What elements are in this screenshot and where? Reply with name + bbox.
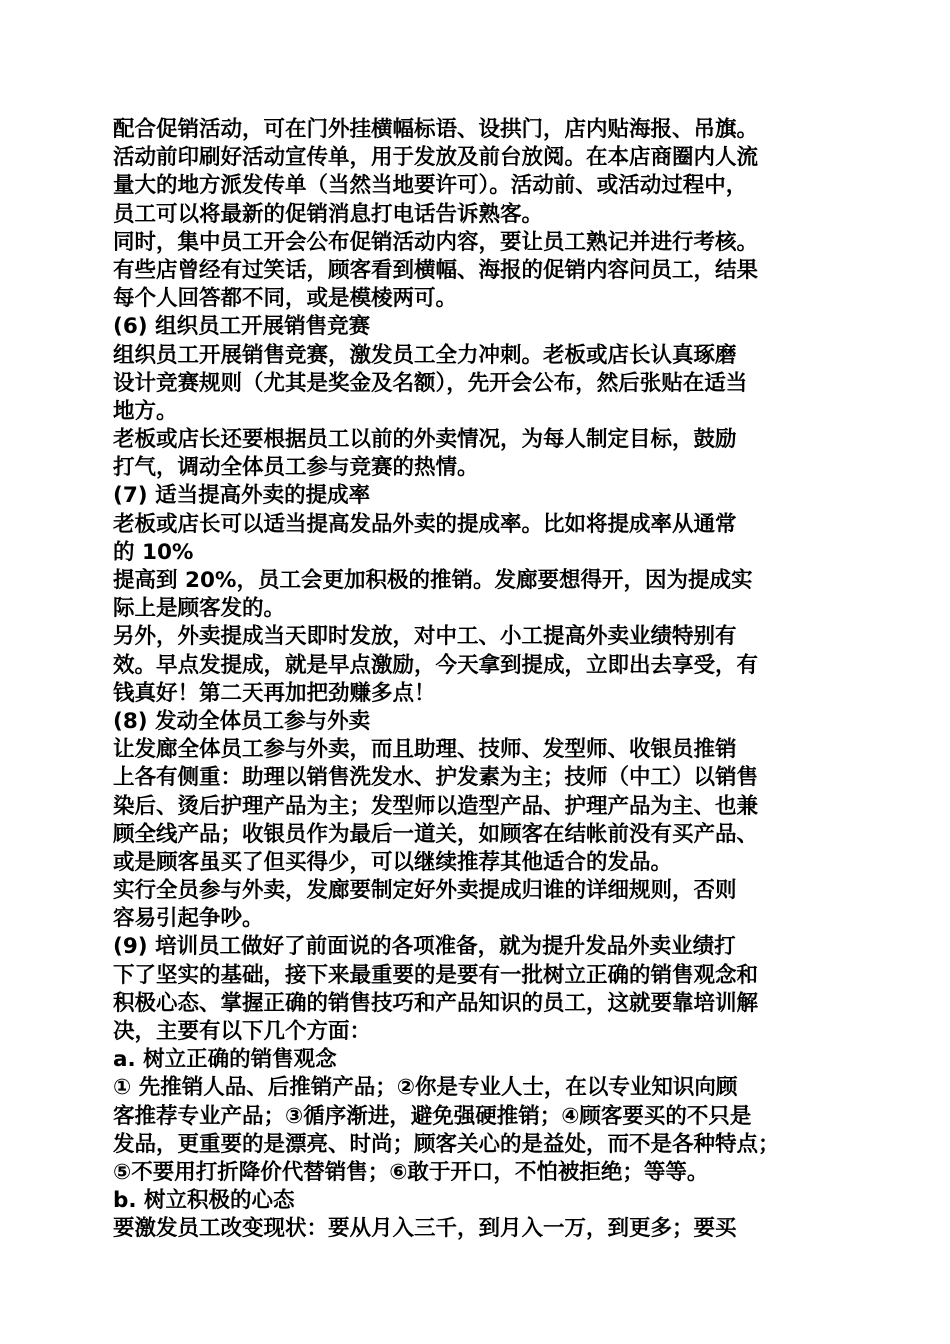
subsection-heading-b: b. 树立积极的心态 bbox=[113, 1188, 295, 1214]
text-line: ① 先推销人品、后推销产品；②你是专业人士，在以专业知识向顾 bbox=[113, 1075, 738, 1101]
text-line: 积极心态、掌握正确的销售技巧和产品知识的员工，这就要靠培训解 bbox=[113, 990, 759, 1016]
text-line: 的 10% bbox=[113, 539, 194, 565]
text-line: 染后、烫后护理产品为主；发型师以造型产品、护理产品为主、也兼 bbox=[113, 793, 759, 819]
text-line: 量大的地方派发传单（当然当地要许可）。活动前、或活动过程中， bbox=[113, 173, 748, 199]
text-line: 设计竞赛规则（尤其是奖金及名额），先开会公布，然后张贴在适当 bbox=[113, 370, 748, 396]
text-line: 地方。 bbox=[113, 398, 178, 424]
text-line: 际上是顾客发的。 bbox=[113, 596, 286, 622]
text-line: 老板或店长还要根据员工以前的外卖情况，为每人制定目标，鼓励 bbox=[113, 427, 737, 453]
text-line: 顾全线产品；收银员作为最后一道关，如顾客在结帐前没有买产品、 bbox=[113, 821, 759, 847]
text-line: 容易引起争吵。 bbox=[113, 906, 264, 932]
text-line: 活动前印刷好活动宣传单，用于发放及前台放阅。在本店商圈内人流 bbox=[113, 145, 759, 171]
text-line: 同时，集中员工开会公布促销活动内容，要让员工熟记并进行考核。 bbox=[113, 229, 759, 255]
text-line: 下了坚实的基础，接下来最重要的是要有一批树立正确的销售观念和 bbox=[113, 962, 759, 988]
text-line: 让发廊全体员工参与外卖，而且助理、技师、发型师、收银员推销 bbox=[113, 737, 737, 763]
text-line: 员工可以将最新的促销消息打电话告诉熟客。 bbox=[113, 201, 544, 227]
text-line: 发品，更重要的是漂亮、时尚；顾客关心的是益处，而不是各种特点； bbox=[113, 1131, 780, 1157]
document-body bbox=[113, 116, 848, 1244]
text-line: 有些店曾经有过笑话，顾客看到横幅、海报的促销内容问员工，结果 bbox=[113, 257, 759, 283]
text-line: 钱真好！第二天再加把劲赚多点！ bbox=[113, 680, 436, 706]
section-heading-6: (6) 组织员工开展销售竞赛 bbox=[113, 314, 371, 340]
text-line: 老板或店长可以适当提高发品外卖的提成率。比如将提成率从通常 bbox=[113, 511, 737, 537]
text-line: 组织员工开展销售竞赛，激发员工全力冲刺。老板或店长认真琢磨 bbox=[113, 342, 737, 368]
text-line: 实行全员参与外卖，发廊要制定好外卖提成归谁的详细规则，否则 bbox=[113, 878, 737, 904]
section-heading-9: (9) 培训员工做好了前面说的各项准备，就为提升发品外卖业绩打 bbox=[113, 934, 736, 960]
subsection-heading-a: a. 树立正确的销售观念 bbox=[113, 1047, 337, 1073]
text-line: 要激发员工改变现状：要从月入三千，到月入一万，到更多；要买 bbox=[113, 1216, 737, 1242]
text-line: 另外，外卖提成当天即时发放，对中工、小工提高外卖业绩特别有 bbox=[113, 624, 737, 650]
text-line: 上各有侧重：助理以销售洗发水、护发素为主；技师（中工）以销售 bbox=[113, 765, 759, 791]
text-line: 配合促销活动，可在门外挂横幅标语、设拱门，店内贴海报、吊旗。 bbox=[113, 117, 759, 142]
text-line: 客推荐专业产品；③循序渐进，避免强硬推销；④顾客要买的不只是 bbox=[113, 1103, 752, 1129]
text-line: 打气，调动全体员工参与竞赛的热情。 bbox=[113, 455, 479, 481]
section-heading-8: (8) 发动全体员工参与外卖 bbox=[113, 708, 371, 734]
text-line: 效。早点发提成，就是早点激励，今天拿到提成，立即出去享受，有 bbox=[113, 652, 759, 678]
text-line: 提高到 20%，员工会更加积极的推销。发廊要想得开，因为提成实 bbox=[113, 568, 753, 593]
text-line: ⑤不要用打折降价代替销售；⑥敢于开口，不怕被拒绝；等等。 bbox=[113, 1159, 709, 1185]
section-heading-7: (7) 适当提高外卖的提成率 bbox=[113, 483, 371, 509]
text-line: 或是顾客虽买了但买得少，可以继续推荐其他适合的发品。 bbox=[113, 849, 673, 875]
text-line: 决，主要有以下几个方面： bbox=[113, 1019, 372, 1044]
text-line: 每个人回答都不同，或是模棱两可。 bbox=[113, 286, 458, 312]
